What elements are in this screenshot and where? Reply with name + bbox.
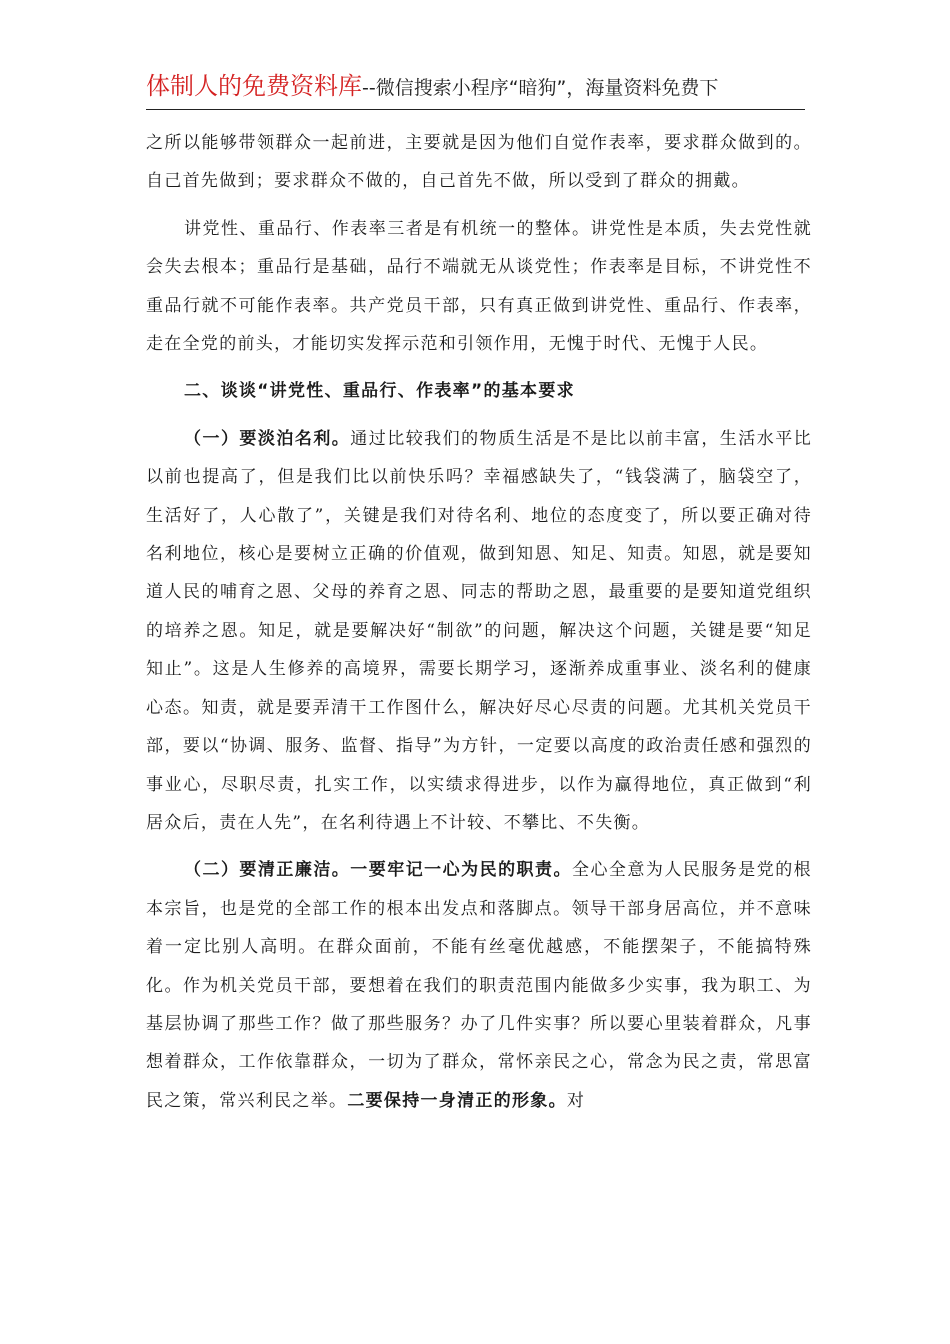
paragraph-4-lead: （二）要清正廉洁。一要牢记一心为民的职责。 bbox=[184, 860, 572, 881]
header-tagline: --微信搜索小程序“暗狗”，海量资料免费下 bbox=[362, 77, 719, 99]
paragraph-4 bbox=[146, 851, 812, 1120]
paragraph-3-text: 通过比较我们的物质生活是不是比以前丰富，生活水平比以前也提高了，但是我们比以前快乐吗？幸福感缺失了，“钱袋满了，脑袋空了，生活好了，人心散了”，关键是我们对待名利、地位的态度变了，所以要正确对待名利地位，核心是要树立正确的价值观，做到知恩、知足、知责。知恩，就是要知道人民的哺育之恩、父母的养育之恩、同志的帮助之恩，最重要的是要知道党组织的培养之恩。知足，就是要解决好“制欲”的问题，解决这个问题，关键是要“知足知止”。这是人生修养的高境界，需要长期学习，逐渐养成重事业、淡名利的健康心态。知责，就是要弄清干工作图什么，解决好尽心尽责的问题。尤其机关党员干部，要以“协调、服务、监督、指导”为方针，一定要以高度的政治责任感和强烈的事业心，尽职尽责，扎实工作，以实绩求得进步，以作为赢得地位，真正做到“利居众后，责在人先”，在名利待遇上不计较、不攀比、不失衡。 bbox=[146, 428, 812, 833]
header-brand: 体制人的免费资料库 bbox=[146, 72, 362, 100]
section-heading: 二、谈谈“讲党性、重品行、作表率”的基本要求 bbox=[184, 381, 575, 402]
paragraph-3 bbox=[146, 420, 812, 842]
paragraph-4-tail: 对 bbox=[566, 1090, 586, 1111]
paragraph-2: 讲党性、重品行、作表率三者是有机统一的整体。讲党性是本质，失去党性就会失去根本；重品行是基础，品行不端就无从谈党性；作表率是目标，不讲党性不重品行就不可能作表率。共产党员干部，只有真正做到讲党性、重品行、作表率，走在全党的前头，才能切实发挥示范和引领作用，无愧于时代、无愧于人民。 bbox=[146, 218, 812, 355]
paragraph-1: 之所以能够带领群众一起前进，主要就是因为他们自觉作表率，要求群众做到的。自己首先做到；要求群众不做的，自己首先不做，所以受到了群众的拥戴。 bbox=[146, 133, 812, 192]
document-body bbox=[146, 124, 812, 1120]
paragraph-3-lead: （一）要淡泊名利。 bbox=[184, 428, 351, 449]
page-header bbox=[146, 66, 805, 110]
paragraph-4-subhead: 二要保持一身清正的形象。 bbox=[347, 1090, 567, 1111]
paragraph-4-text: 全心全意为人民服务是党的根本宗旨，也是党的全部工作的根本出发点和落脚点。领导干部身居高位，并不意味着一定比别人高明。在群众面前，不能有丝毫优越感，不能摆架子，不能搞特殊化。作为机关党员干部，要想着在我们的职责范围内能做多少实事，我为职工、为基层协调了那些工作？做了那些服务？办了几件实事？所以要心里装着群众，凡事想着群众，工作依靠群众，一切为了群众，常怀亲民之心，常念为民之责，常思富民之策，常兴利民之举。 bbox=[146, 860, 812, 1111]
